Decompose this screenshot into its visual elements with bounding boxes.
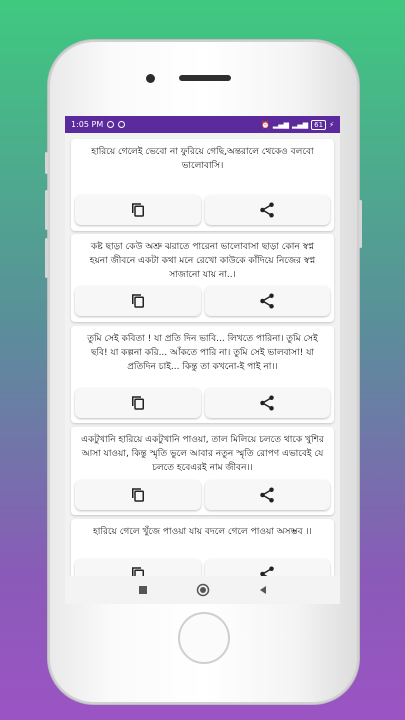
android-nav-bar <box>65 576 340 604</box>
status-bar <box>65 116 340 133</box>
copy-button[interactable] <box>75 195 201 225</box>
quote-text: হারিয়ে গেলে খুঁজে পাওয়া যায় বদলে গেলে পাওয়া অসম্ভব ।। <box>93 527 312 537</box>
copy-icon <box>129 565 147 576</box>
copy-icon <box>129 292 147 310</box>
share-button[interactable] <box>205 388 331 418</box>
quote-card <box>71 139 334 231</box>
app-screen <box>65 116 340 604</box>
quote-text: হারিয়ে গেলেই ভেবো না ফুরিয়ে গেছি,অন্তরালে থেকেও বলবো ভালোবাসি। <box>91 147 314 171</box>
volume-up-button <box>45 190 48 230</box>
front-camera <box>146 74 155 83</box>
charging-icon: ⚡ <box>329 120 334 129</box>
copy-button[interactable] <box>75 286 201 316</box>
copy-button[interactable] <box>75 480 201 510</box>
back-icon[interactable] <box>258 585 268 595</box>
share-button[interactable] <box>205 480 331 510</box>
status-time: 1:05 PM <box>71 120 104 129</box>
share-icon <box>258 201 276 219</box>
battery-icon: 61 <box>311 120 326 130</box>
share-button[interactable] <box>205 286 331 316</box>
notification-icon <box>118 121 125 128</box>
copy-icon <box>129 201 147 219</box>
quote-card <box>71 519 334 576</box>
share-icon <box>258 394 276 412</box>
copy-button[interactable] <box>75 559 201 576</box>
share-icon <box>258 292 276 310</box>
signal-icon: ▂▄▆ <box>292 120 309 129</box>
quote-text: একটুখানি হারিয়ে একটুখানি পাওয়া, তাল মিলিয়ে চলতে থাকে খুশির আসা যাওয়া, কিন্তু স্মৃতি ভুলে আবার নতুন স্মৃতি রোপণ এভাবেই যে চলতে হবেএরই নাম জীবন।। <box>81 435 324 473</box>
earpiece-speaker <box>179 75 231 81</box>
notification-icon <box>107 121 114 128</box>
alarm-icon: ⏰ <box>261 120 270 129</box>
power-button <box>359 200 362 248</box>
copy-icon <box>129 486 147 504</box>
quote-card <box>71 234 334 322</box>
mute-switch <box>45 152 48 174</box>
home-nav-icon[interactable] <box>196 583 210 597</box>
quote-text: কষ্ট ছাড়া কেউ অশ্রু ঝরাতে পারেনা ভালোবাসা ছাড়া কোন স্বপ্ন হয়না জীবনে একটা কথা মনে রেখো কাউকে কাঁদিয়ে নিজের স্বপ্ন সাজানো যায় না..। <box>89 242 316 280</box>
copy-icon <box>129 394 147 412</box>
share-icon <box>258 565 276 576</box>
quote-text: তুমি সেই কবিতা ! যা প্রতি দিন ভাবি... লিখতে পারিনা। তুমি সেই ছবি! যা কল্পনা করি... আঁকতে পারি না। তুমি সেই ভালবাসা! যা প্রতিদিন চাই... কিন্তু তা কখনো-ই পাই না।। <box>87 334 318 372</box>
quote-card <box>71 326 334 423</box>
copy-button[interactable] <box>75 388 201 418</box>
signal-icon: ▂▄▆ <box>272 120 289 129</box>
volume-down-button <box>45 238 48 278</box>
quote-list[interactable] <box>65 133 340 576</box>
share-icon <box>258 486 276 504</box>
recents-icon[interactable] <box>138 585 148 595</box>
quote-card <box>71 427 334 515</box>
share-button[interactable] <box>205 559 331 576</box>
home-button[interactable] <box>178 612 230 664</box>
share-button[interactable] <box>205 195 331 225</box>
